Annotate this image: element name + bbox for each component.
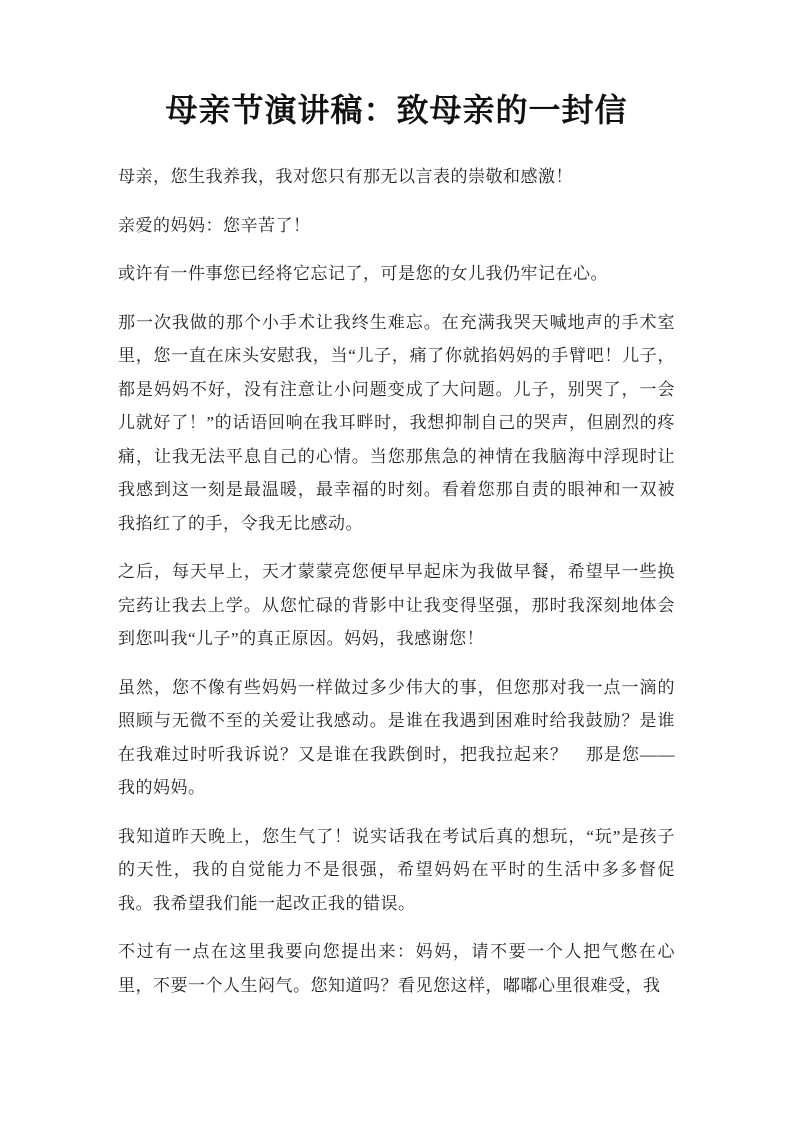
paragraph-salutation: 亲爱的妈妈：您辛苦了！ xyxy=(118,215,311,235)
paragraph-breakfast: 之后，每天早上，天才蒙蒙亮您便早早起床为我做早餐，希望早一些换完药让我去上学。从您忙碌的背影中让我变得坚强，那时我深刻地体会到您叫我“儿子”的真正原因。妈妈，我感谢您！ xyxy=(118,562,675,648)
paragraph-gratitude: 虽然，您不像有些妈妈一样做过多少伟大的事，但您那对我一点一滴的照顾与无微不至的关爱让我感动。是谁在我遇到困难时给我鼓励？是谁在我难过时听我诉说？又是谁在我跌倒时，把我拉起来？ 那是您——我的妈妈。 xyxy=(118,677,675,797)
paragraph-remember: 或许有一件事您已经将它忘记了，可是您的女儿我仍牢记在心。 xyxy=(118,264,608,283)
document-title: 母亲节演讲稿：致母亲的一封信 xyxy=(165,92,628,128)
document-body xyxy=(118,160,675,1002)
paragraph-request: 不过有一点在这里我要向您提出来：妈妈，请不要一个人把气憋在心里，不要一个人生闷气。您知道吗？看见您这样，嘟嘟心里很难受，我 xyxy=(118,942,675,995)
paragraph-apology: 我知道昨天晚上，您生气了！说实话我在考试后真的想玩，“玩”是孩子的天性，我的自觉能力不是很强，希望妈妈在平时的生活中多多督促我。我希望我们能一起改正我的错误。 xyxy=(118,826,675,913)
paragraph-intro: 母亲，您生我养我，我对您只有那无以言表的崇敬和感激！ xyxy=(118,167,573,186)
paragraph-surgery-story: 那一次我做的那个小手术让我终生难忘。在充满我哭天喊地声的手术室里，您一直在床头安慰我，当“儿子，痛了你就掐妈妈的手臂吧！儿子，都是妈妈不好，没有注意让小问题变成了大问题。儿子，别哭了，一会儿就好了！”的话语回响在我耳畔时，我想抑制自己的哭声，但剧烈的疼痛，让我无法平息自己的心情。当您那焦急的神情在我脑海中浮现时让我感到这一刻是最温暖，最幸福的时刻。看着您那自责的眼神和一双被我掐红了的手，令我无比感动。 xyxy=(118,312,675,533)
